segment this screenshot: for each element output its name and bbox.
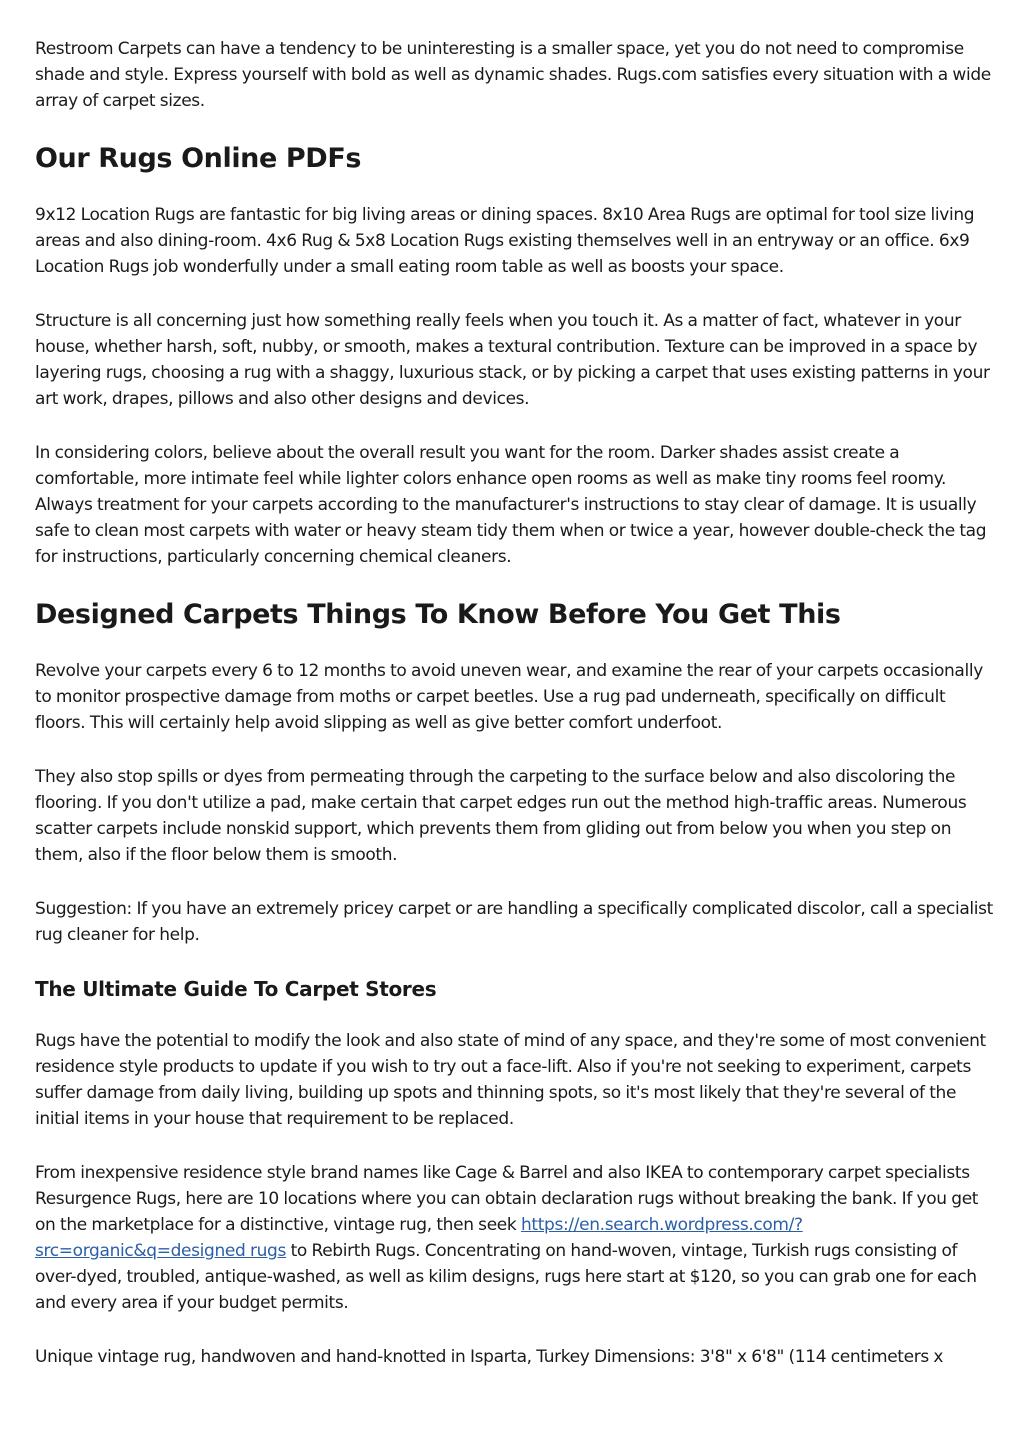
paragraph-residence-brands [35, 1160, 995, 1316]
paragraph-rug-pads: They also stop spills or dyes from permeating through the carpeting to the surface below and also discoloring the flooring. If you don't utilize a pad, make certain that carpet edges run out the method high-traffic areas. Numerous scatter carpets include nonskid support, which prevents them from gliding out from below you when you step on them, also if the floor below them is smooth. [35, 767, 967, 865]
paragraph-suggestion: Suggestion: If you have an extremely pricey carpet or are handling a specifically complicated discolor, call a specialist rug cleaner for help. [35, 899, 993, 945]
heading-rugs-online-pdfs: Our Rugs Online PDFs [35, 143, 362, 174]
paragraph-colors: In considering colors, believe about the overall result you want for the room. Darker shades assist create a comfortable, more intimate feel while lighter colors enhance open rooms as well as make tiny rooms feel roomy. Always treatment for your carpets according to the manufacturer's instructions to stay clear of damage. It is usually safe to clean most carpets with water or heavy steam tidy them when or twice a year, however double-check the tag for instructions, particularly concerning chemical cleaners. [35, 443, 987, 567]
document-page [35, 36, 995, 1398]
paragraph-residence-brands-text-after: to Rebirth Rugs. Concentrating on hand-woven, vintage, Turkish rugs consisting of over-dyed, troubled, antique-washed, as well as kilim designs, rugs here start at $120, so you can grab one for each and every area if your budget permits. [35, 1241, 977, 1313]
designed-rugs-link[interactable]: https://en.search.wordpress.com/?src=organic&q=designed rugs [35, 1215, 803, 1261]
paragraph-rugs-potential: Rugs have the potential to modify the look and also state of mind of any space, and they're some of most convenient residence style products to update if you wish to try out a face-lift. Also if you're not seeking to experiment, carpets suffer damage from daily living, building up spots and thinning spots, so it's most likely that they're several of the initial items in your house that requirement to be replaced. [35, 1031, 986, 1129]
heading-designed-carpets: Designed Carpets Things To Know Before You Get This [35, 599, 841, 630]
paragraph-vintage-rug: Unique vintage rug, handwoven and hand-knotted in Isparta, Turkey Dimensions: 3'8" x 6'8" (114 centimeters x [35, 1347, 944, 1367]
paragraph-bathroom-carpets: Restroom Carpets can have a tendency to be uninteresting is a smaller space, yet you do not need to compromise shade and style. Express yourself with bold as well as dynamic shades. Rugs.com satisfies every situation with a wide array of carpet sizes. [35, 39, 991, 111]
paragraph-revolve-carpets: Revolve your carpets every 6 to 12 months to avoid uneven wear, and examine the rear of your carpets occasionally to monitor prospective damage from moths or carpet beetles. Use a rug pad underneath, specifically on difficult floors. This will certainly help avoid slipping as well as give better comfort underfoot. [35, 661, 983, 733]
paragraph-texture: Structure is all concerning just how something really feels when you touch it. As a matter of fact, whatever in your house, whether harsh, soft, nubby, or smooth, makes a textural contribution. Texture can be improved in a space by layering rugs, choosing a rug with a shaggy, luxurious stack, or by picking a carpet that uses existing patterns in your art work, drapes, pillows and also other designs and devices. [35, 311, 990, 409]
heading-carpet-stores: The Ultimate Guide To Carpet Stores [35, 977, 437, 1001]
paragraph-residence-brands-text-before: From inexpensive residence style brand names like Cage & Barrel and also IKEA to contemporary carpet specialists Resurgence Rugs, here are 10 locations where you can obtain declaration rugs without breaking the bank. If you get on the marketplace for a distinctive, vintage rug, then seek [35, 1163, 979, 1235]
paragraph-rug-sizes: 9x12 Location Rugs are fantastic for big living areas or dining spaces. 8x10 Area Rugs are optimal for tool size living areas and also dining-room. 4x6 Rug & 5x8 Location Rugs existing themselves well in an entryway or an office. 6x9 Location Rugs job wonderfully under a small eating room table as well as boosts your space. [35, 205, 975, 277]
